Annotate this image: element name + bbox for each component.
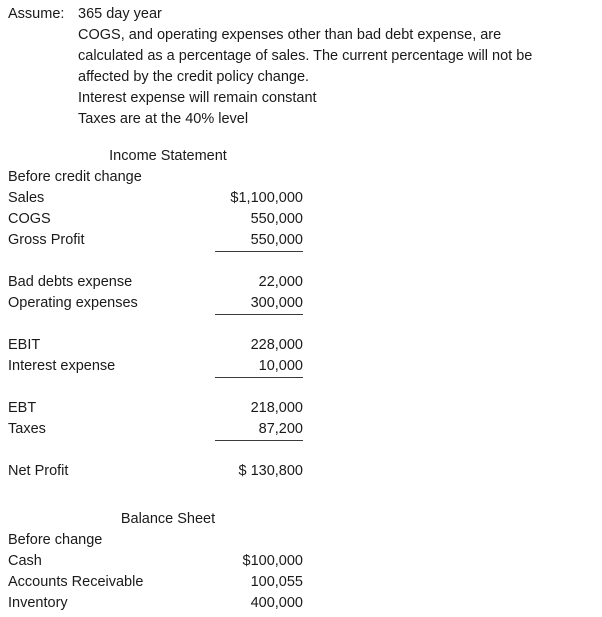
statement-row (0, 272, 602, 293)
income-statement-subheading-row (0, 167, 602, 188)
statement-row-value: 22,000 (258, 274, 303, 290)
statement-row (0, 572, 602, 593)
statement-row (0, 593, 602, 614)
assumption-text: Interest expense will remain constant (78, 90, 317, 106)
statement-row (0, 356, 602, 377)
statement-row-label: Sales (8, 190, 45, 206)
assumption-line (8, 109, 598, 130)
statement-row-value: $1,100,000 (230, 190, 303, 206)
statement-row-value: 10,000 (215, 356, 303, 378)
statement-row-value: 100,055 (250, 574, 303, 590)
income-statement-title: Income Statement (109, 148, 227, 164)
balance-sheet-subheading: Before change (8, 532, 103, 548)
statement-row-label: Interest expense (8, 358, 116, 374)
statement-row-label: COGS (8, 211, 51, 227)
statement-row (0, 188, 602, 209)
assumption-line (8, 88, 598, 109)
income-statement-rows (0, 188, 602, 482)
statement-row-value: 228,000 (250, 337, 303, 353)
statement-row (0, 461, 602, 482)
statement-row-value: 550,000 (215, 230, 303, 252)
statement-row-label: EBT (8, 400, 37, 416)
balance-sheet-rows (0, 551, 602, 614)
statement-row (0, 551, 602, 572)
statement-row-label: EBIT (8, 337, 41, 353)
assumption-text: calculated as a percentage of sales. The current percentage will not be (78, 48, 533, 64)
statement-row-value: 87,200 (215, 419, 303, 441)
statement-row-label: Operating expenses (8, 295, 138, 311)
assumption-text: affected by the credit policy change. (78, 69, 310, 85)
assumption-text: COGS, and operating expenses other than bad debt expense, are (78, 27, 502, 43)
income-statement-section (0, 146, 602, 482)
statement-spacer-row (0, 314, 602, 335)
statement-row-label: Cash (8, 553, 42, 569)
statement-row-label: Taxes (8, 421, 46, 437)
assumption-text: Taxes are at the 40% level (78, 111, 249, 127)
statement-row-value: 218,000 (250, 400, 303, 416)
income-statement-subheading: Before credit change (8, 169, 142, 185)
statement-row (0, 419, 602, 440)
statement-row (0, 293, 602, 314)
statement-row-value: 550,000 (250, 211, 303, 227)
statement-row (0, 209, 602, 230)
statement-row (0, 335, 602, 356)
statement-row (0, 398, 602, 419)
assumption-line (8, 67, 598, 88)
statement-row-value: 300,000 (215, 293, 303, 315)
statement-row-label: Net Profit (8, 463, 69, 479)
balance-sheet-section (0, 509, 602, 614)
statement-row-value: $ 130,800 (238, 463, 303, 479)
statement-row-value: $100,000 (242, 553, 303, 569)
balance-sheet-subheading-row (0, 530, 602, 551)
statement-row-value: 400,000 (250, 595, 303, 611)
statement-spacer-row (0, 251, 602, 272)
balance-sheet-title: Balance Sheet (120, 511, 216, 527)
statement-row-label: Bad debts expense (8, 274, 133, 290)
assumption-text: 365 day year (78, 6, 162, 22)
statement-row-label: Gross Profit (8, 232, 85, 248)
statement-row-label: Accounts Receivable (8, 574, 144, 590)
assumptions-block (8, 4, 598, 130)
statement-spacer-row (0, 377, 602, 398)
statement-row-label: Inventory (8, 595, 68, 611)
assume-label: Assume: (8, 6, 65, 22)
statement-row (0, 230, 602, 251)
assumption-line (8, 46, 598, 67)
assumption-line (8, 4, 598, 25)
statement-spacer-row (0, 440, 602, 461)
assumption-line (8, 25, 598, 46)
